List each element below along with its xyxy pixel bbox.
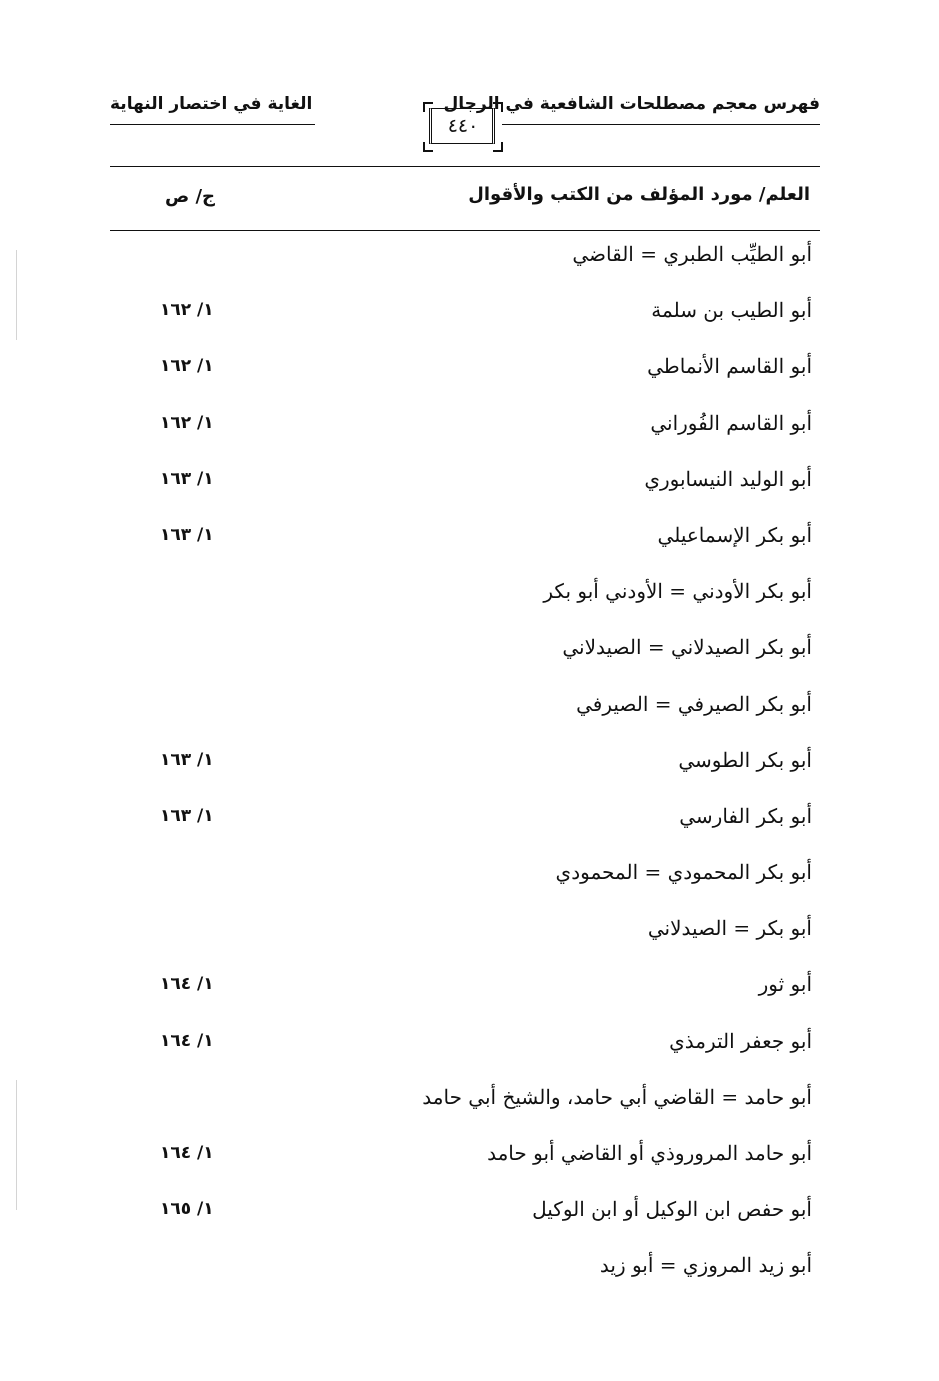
header-divider bbox=[110, 166, 820, 167]
index-entry bbox=[110, 629, 820, 685]
scan-margin-line bbox=[16, 250, 17, 340]
entry-name: أبو بكر الإسماعيلي bbox=[657, 522, 812, 547]
column-headings bbox=[110, 178, 820, 222]
column-heading-name: العلم/ مورد المؤلف من الكتب والأقوال bbox=[468, 184, 810, 205]
entry-name: أبو ثور bbox=[758, 972, 812, 997]
index-entry bbox=[110, 742, 820, 798]
entry-name: أبو الوليد النيسابوري bbox=[644, 466, 812, 491]
index-entry bbox=[110, 573, 820, 629]
index-entry bbox=[110, 236, 820, 292]
index-entry bbox=[110, 461, 820, 517]
entry-name: أبو القاسم الأنماطي bbox=[647, 354, 812, 379]
index-entries bbox=[110, 236, 820, 1304]
header-rule-right bbox=[502, 124, 820, 125]
scan-margin-line bbox=[16, 1080, 17, 1210]
index-entry bbox=[110, 348, 820, 404]
entry-name: أبو زيد المروزي = أبو زيد bbox=[599, 1253, 812, 1278]
index-entry bbox=[110, 1135, 820, 1191]
column-heading-divider bbox=[110, 230, 820, 231]
entry-reference: ١/ ١٦٤ bbox=[160, 974, 214, 995]
entry-reference: ١/ ١٦٣ bbox=[160, 749, 214, 770]
entry-reference: ١/ ١٦٢ bbox=[160, 356, 214, 377]
entry-name: أبو بكر الفارسي bbox=[679, 803, 812, 828]
entry-name: أبو بكر المحمودي = المحمودي bbox=[555, 860, 812, 885]
entry-name: أبو بكر = الصيدلاني bbox=[647, 916, 812, 941]
column-heading-reference: ج/ ص bbox=[165, 186, 216, 207]
index-entry bbox=[110, 910, 820, 966]
entry-reference: ١/ ١٦٤ bbox=[160, 1143, 214, 1163]
book-title: فهرس معجم مصطلحات الشافعية في الرجال bbox=[443, 94, 820, 114]
entry-name: أبو بكر الصيرفي = الصيرفي bbox=[576, 691, 812, 716]
running-header bbox=[110, 88, 820, 168]
entry-name: أبو بكر الصيدلاني = الصيدلاني bbox=[562, 635, 812, 660]
entry-name: أبو جعفر الترمذي bbox=[669, 1028, 812, 1053]
header-rule-left bbox=[110, 124, 315, 125]
index-entry bbox=[110, 686, 820, 742]
page-number: ٤٤٠ bbox=[447, 115, 479, 137]
entry-name: أبو بكر الأودني = الأودني أبو بكر bbox=[543, 579, 812, 604]
entry-reference: ١/ ١٦٣ bbox=[160, 805, 214, 826]
entry-name: أبو حامد المروروذي أو القاضي أبو حامد bbox=[487, 1141, 812, 1165]
index-entry bbox=[110, 966, 820, 1022]
entry-reference: ١/ ١٦٣ bbox=[160, 524, 214, 545]
series-title: الغاية في اختصار النهاية bbox=[110, 94, 313, 114]
index-entry bbox=[110, 292, 820, 348]
index-entry bbox=[110, 1247, 820, 1303]
index-entry bbox=[110, 405, 820, 461]
entry-name: أبو بكر الطوسي bbox=[678, 747, 812, 772]
entry-name: أبو الطيِّب الطبري = القاضي bbox=[572, 242, 812, 266]
entry-reference: ١/ ١٦٤ bbox=[160, 1030, 214, 1051]
index-entry bbox=[110, 1079, 820, 1135]
entry-name: أبو حفص ابن الوكيل أو ابن الوكيل bbox=[532, 1197, 812, 1222]
entry-name: أبو القاسم الفُوراني bbox=[650, 410, 812, 435]
index-entry bbox=[110, 1023, 820, 1079]
entry-name: أبو الطيب بن سلمة bbox=[651, 298, 812, 323]
entry-reference: ١/ ١٦٢ bbox=[160, 300, 214, 321]
index-entry bbox=[110, 798, 820, 854]
entry-reference: ١/ ١٦٥ bbox=[160, 1199, 214, 1220]
entry-reference: ١/ ١٦٢ bbox=[160, 412, 214, 433]
index-entry bbox=[110, 1191, 820, 1247]
index-entry bbox=[110, 854, 820, 910]
index-entry bbox=[110, 517, 820, 573]
entry-reference: ١/ ١٦٣ bbox=[160, 468, 214, 489]
entry-name: أبو حامد = القاضي أبي حامد، والشيخ أبي حامد bbox=[422, 1084, 812, 1109]
page-number-frame bbox=[423, 102, 503, 152]
